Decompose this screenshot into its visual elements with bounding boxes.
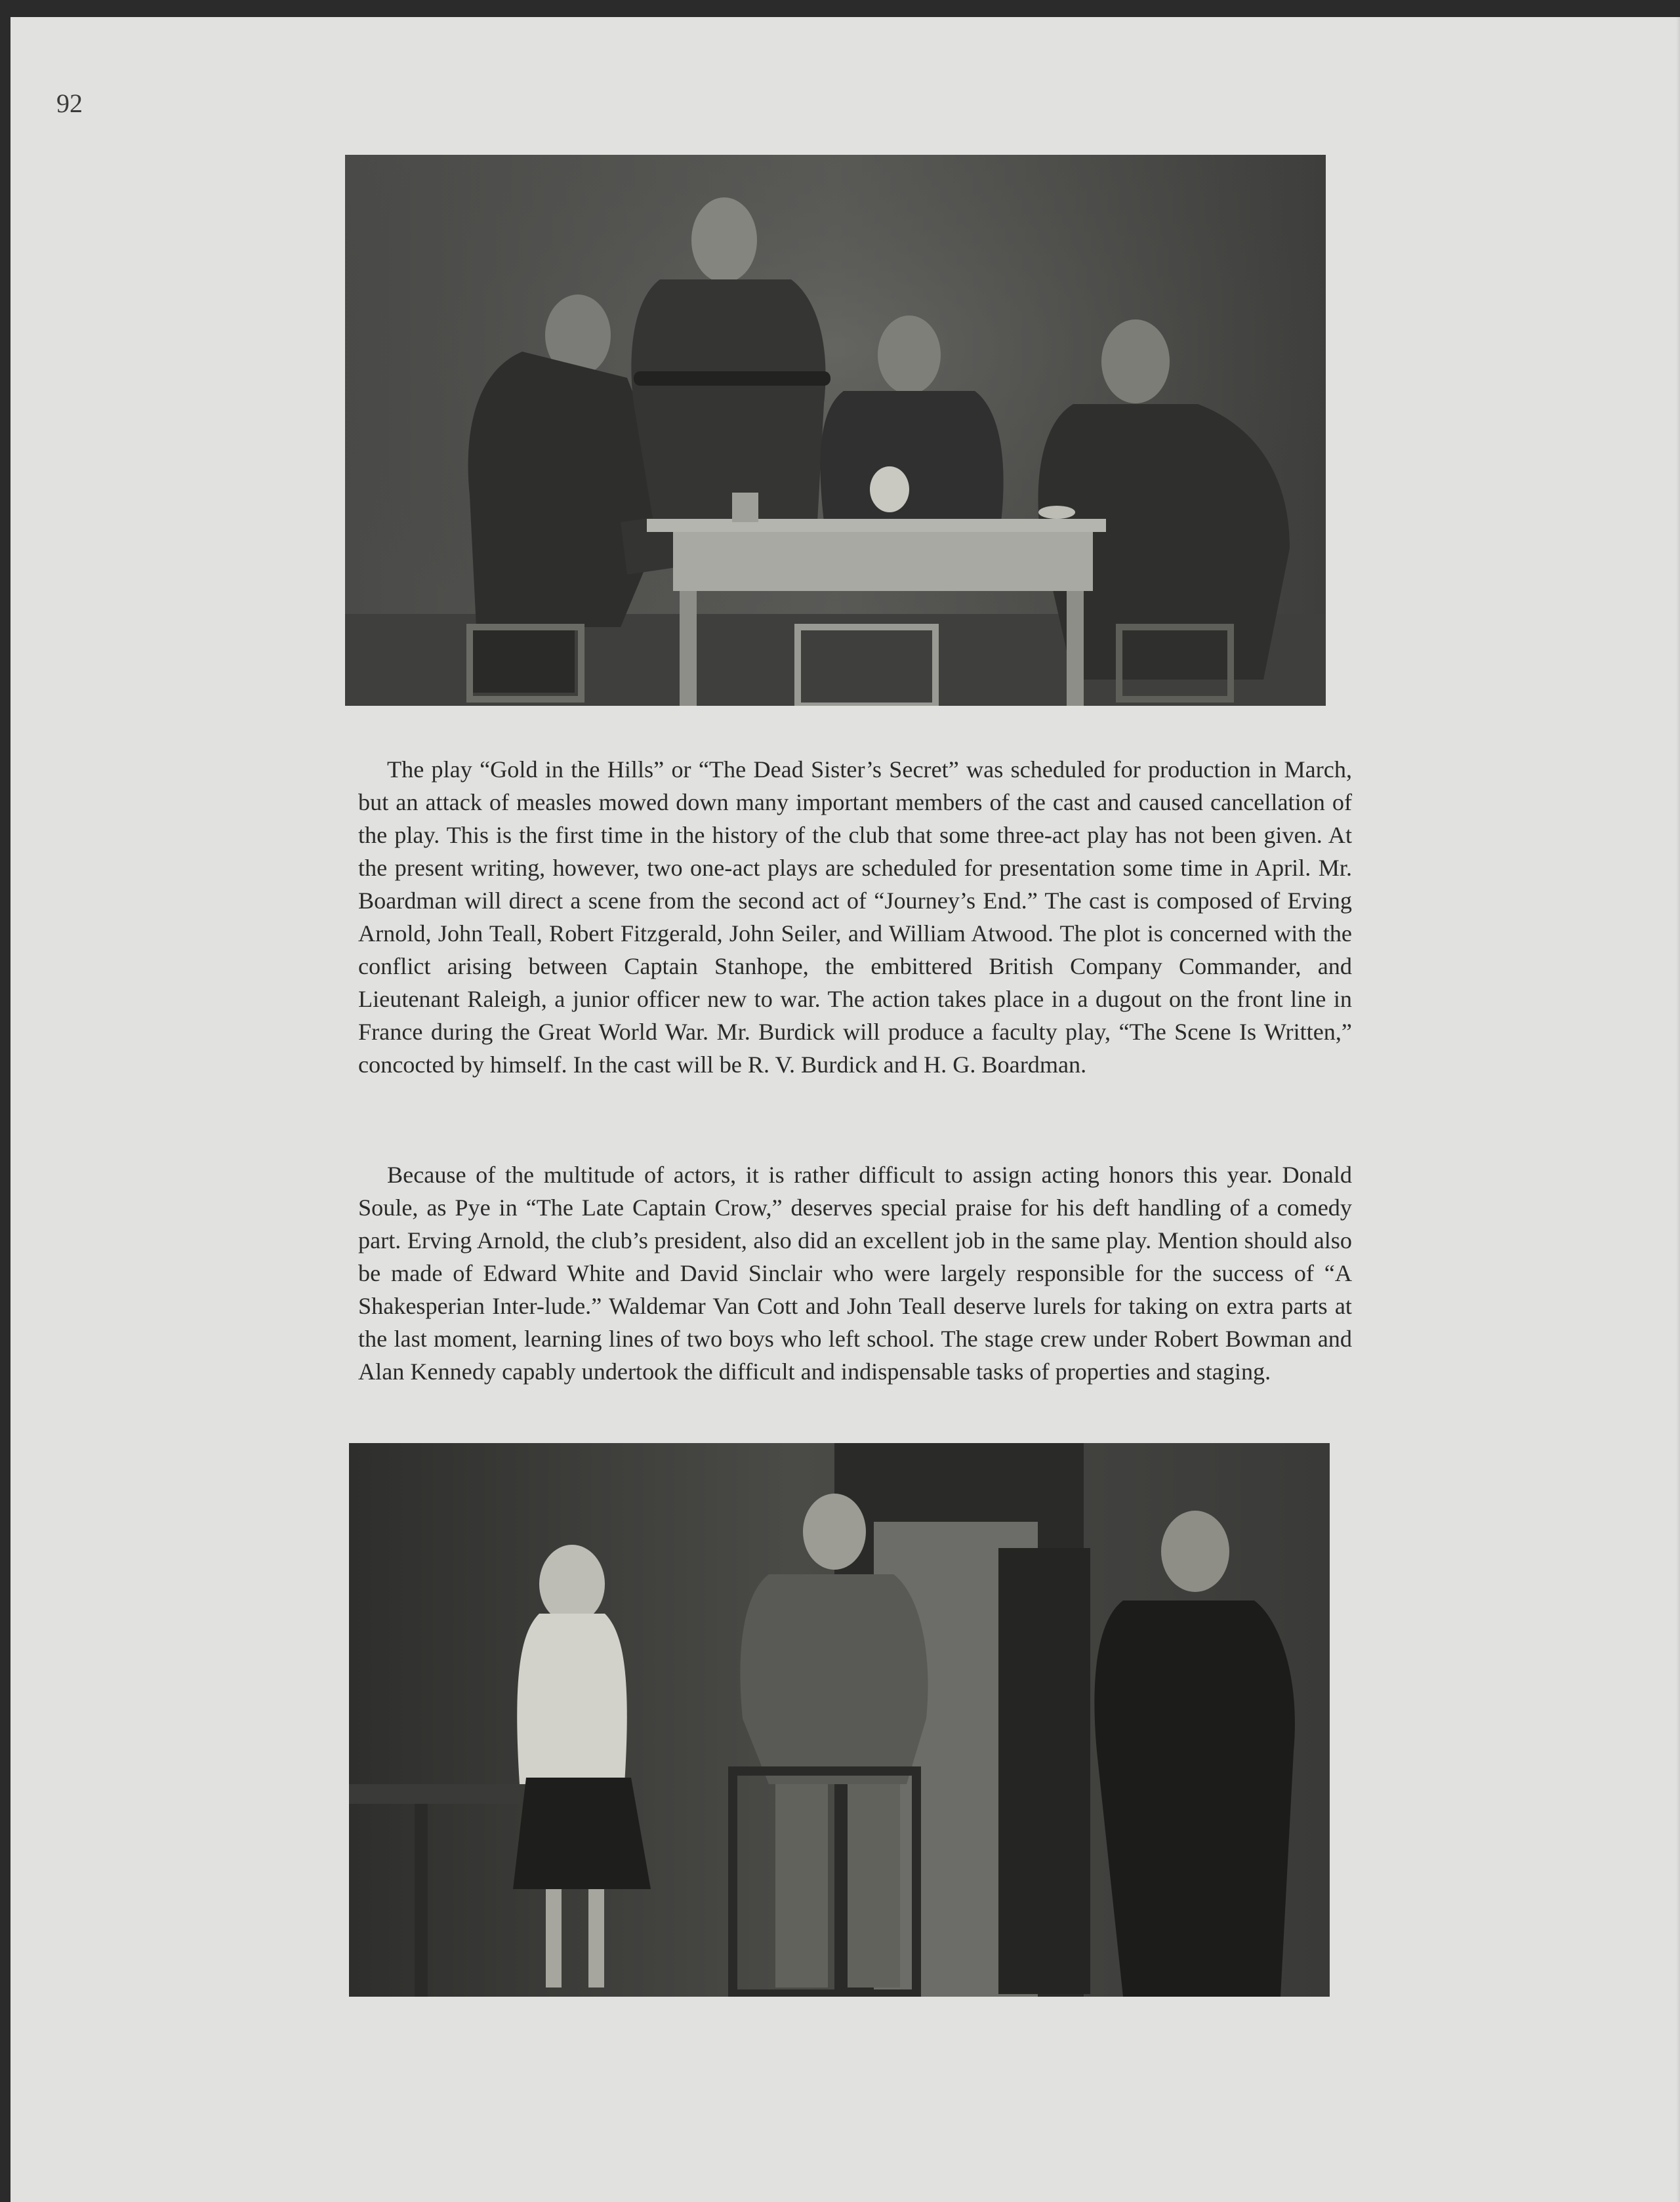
paragraph-2-text: Because of the multitude of actors, it is rather difficult to assign acting honors this year. Donald Soule, as Pye in “The Late Captain Crow,” deserves special praise for his deft handling of a comedy part. Erving Arnold, the club’s president, also did an excellent job in the same play. Mention should also be made of Edward White and David Sinclair who were largely responsible for the success of “A Shakesperian Inter-lude.” Waldemar Van Cott and John Teall deserve lurels for taking on extra parts at the last moment, learning lines of two boys who left school. The stage crew under Robert Bowman and Alan Kennedy capably undertook the difficult and indispensable tasks of properties and staging. <box>358 1162 1352 1385</box>
photo-dugout-scene <box>345 155 1326 706</box>
document-page <box>10 17 1680 2202</box>
photo-dugout-scene-image <box>345 155 1326 706</box>
desk-left <box>349 1784 520 1804</box>
photo-stage-scene-image <box>349 1443 1330 1997</box>
page-number: 92 <box>56 89 83 118</box>
scan-edge <box>1676 17 1680 2202</box>
paragraph-1-text: The play “Gold in the Hills” or “The Dead Sister’s Secret” was scheduled for production in March, but an attack of measles mowed down many important members of the cast and caused cancellation of the play. This is the first time in the history of the club that some three-act play has not been given. At the present writing, however, two one-act plays are scheduled for presentation some time in April. Mr. Boardman will direct a scene from the second act of “Journey’s End.” The cast is composed of Erving Arnold, John Teall, Robert Fitzgerald, John Seiler, and William Atwood. The plot is concerned with the conflict arising between Captain Stanhope, the embittered British Company Commander, and Lieutenant Raleigh, a junior officer new to war. The action takes place in a dugout on the front line in France during the Great World War. Mr. Burdick will produce a faculty play, “The Scene Is Written,” concocted by himself. In the cast will be R. V. Burdick and H. G. Boardman. <box>358 756 1352 1078</box>
photo-stage-scene <box>349 1443 1330 1997</box>
paragraph-2 <box>358 1158 1352 1388</box>
paragraph-1 <box>358 753 1352 1081</box>
